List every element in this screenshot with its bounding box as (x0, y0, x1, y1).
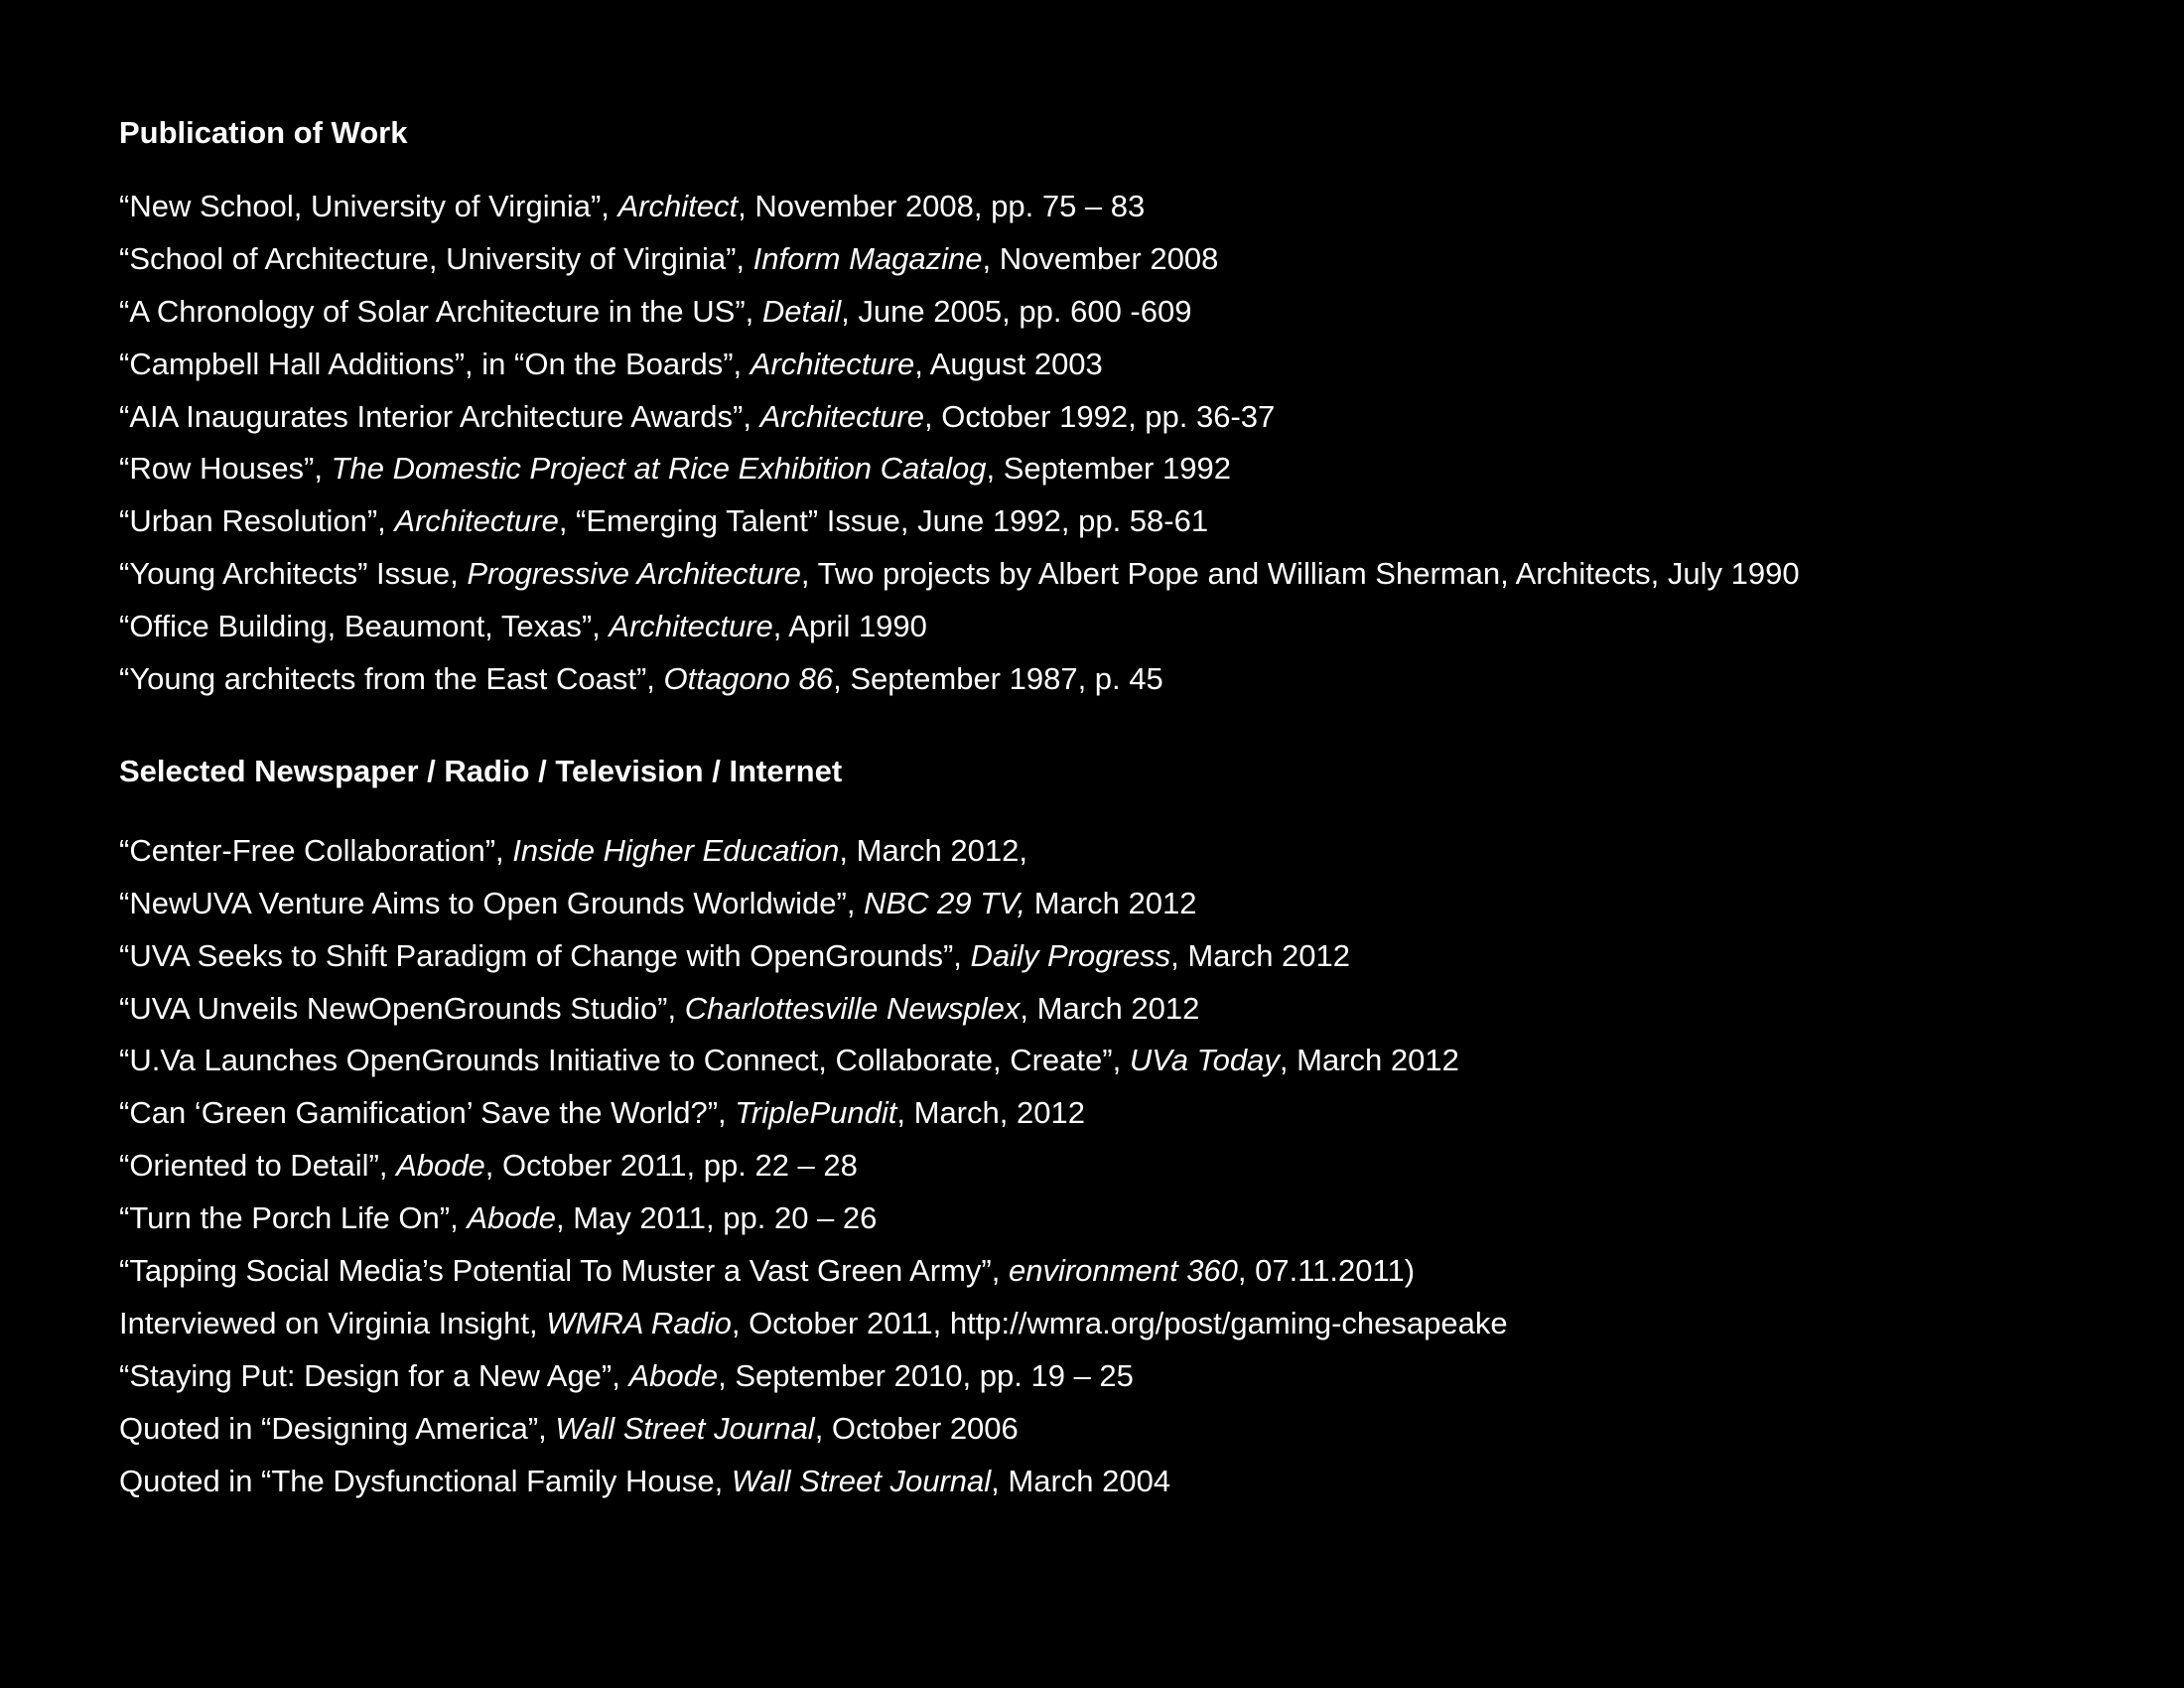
entry-details: , October 2011, pp. 22 – 28 (484, 1148, 858, 1184)
section-title: Selected Newspaper / Radio / Television / Internet (119, 753, 843, 788)
entry-title: “Tapping Social Media’s Potential To Muster a Vast Green Army”, (119, 1253, 1009, 1289)
entry-title: “Campbell Hall Additions”, in “On the Boards”, (119, 346, 751, 381)
list-item (119, 983, 2105, 1036)
entry-details: , September 2010, pp. 19 – 25 (718, 1357, 1134, 1393)
entry-source: Detail (761, 293, 842, 329)
entry-details: , October 2011, http://wmra.org/post/gaming-chesapeake (731, 1305, 1508, 1340)
section-title: Publication of Work (119, 115, 408, 150)
entry-title: “UVA Seeks to Shift Paradigm of Change with OpenGrounds”, (119, 937, 971, 973)
entry-source: TriplePundit (735, 1095, 897, 1131)
entry-title: Interviewed on Virginia Insight, (119, 1305, 547, 1340)
media-section (119, 748, 2105, 1508)
list-item (119, 1456, 2105, 1508)
entry-source: Architecture (759, 398, 924, 434)
entry-details: , May 2011, pp. 20 – 26 (555, 1200, 878, 1236)
media-list (119, 825, 2105, 1508)
entry-source: Architecture (750, 346, 915, 381)
list-item (119, 443, 2105, 495)
entry-details: , September 1987, p. 45 (833, 661, 1163, 697)
entry-details: March 2012 (1025, 885, 1197, 920)
entry-details: , March, 2012 (896, 1095, 1085, 1131)
list-item (119, 878, 2105, 930)
list-item (119, 1245, 2105, 1298)
entry-title: “Young Architects” Issue, (119, 556, 468, 592)
entry-source: NBC 29 TV, (864, 885, 1026, 920)
list-item (119, 286, 2105, 339)
entry-title: “Can ‘Green Gamification’ Save the World?”, (119, 1095, 736, 1131)
entry-title: “Oriented to Detail”, (119, 1148, 397, 1184)
entry-source: Ottagono 86 (663, 661, 834, 697)
entry-title: “Office Building, Beaumont, Texas”, (119, 609, 610, 644)
list-item (119, 548, 2105, 601)
entry-title: Quoted in “Designing America”, (119, 1410, 556, 1446)
entry-source: Charlottesville Newsplex (684, 990, 1021, 1026)
publications-list (119, 181, 2105, 706)
entry-source: WMRA Radio (546, 1305, 732, 1340)
list-item (119, 495, 2105, 548)
list-item (119, 930, 2105, 983)
entry-source: Daily Progress (970, 937, 1171, 973)
list-item (119, 653, 2105, 706)
entry-details: , March 2012, (839, 832, 1027, 868)
entry-title: “U.Va Launches OpenGrounds Initiative to Connect, Collaborate, Create”, (119, 1043, 1130, 1078)
list-item (119, 1298, 2105, 1350)
entry-details: , November 2008, pp. 75 – 83 (738, 189, 1146, 223)
list-item (119, 339, 2105, 391)
entry-title: Quoted in “The Dysfunctional Family House, (119, 1463, 732, 1498)
entry-source: Abode (467, 1200, 556, 1236)
document-page (119, 109, 2105, 1507)
entry-title: “A Chronology of Solar Architecture in the US”, (119, 293, 762, 329)
entry-title: “Young architects from the East Coast”, (119, 661, 664, 697)
entry-title: “School of Architecture, University of Virginia”, (119, 240, 753, 276)
list-item (119, 1350, 2105, 1403)
entry-source: Wall Street Journal (555, 1410, 815, 1446)
entry-details: , April 1990 (772, 609, 927, 644)
entry-details: , March 2012 (1020, 990, 1200, 1026)
entry-details: , October 1992, pp. 36-37 (924, 398, 1276, 434)
entry-source: Wall Street Journal (731, 1463, 992, 1498)
entry-title: “New School, University of Virginia”, (119, 189, 618, 223)
entry-title: “AIA Inaugurates Interior Architecture Awards”, (119, 398, 760, 434)
list-item (119, 825, 2105, 878)
entry-title: “Row Houses”, (119, 451, 332, 487)
entry-source: Abode (628, 1357, 719, 1393)
list-item (119, 1140, 2105, 1193)
entry-title: “NewUVA Venture Aims to Open Grounds Worldwide”, (119, 885, 865, 920)
entry-source: Architecture (609, 609, 773, 644)
entry-details: , 07.11.2011) (1237, 1253, 1416, 1289)
entry-title: “Urban Resolution”, (119, 503, 395, 539)
list-item (119, 233, 2105, 286)
entry-source: Abode (396, 1148, 485, 1184)
entry-source: The Domestic Project at Rice Exhibition Catalog (331, 451, 987, 487)
entry-details: , June 2005, pp. 600 -609 (841, 293, 1192, 329)
entry-source: Inform Magazine (752, 240, 983, 276)
list-item (119, 181, 2105, 233)
entry-details: , August 2003 (914, 346, 1103, 381)
entry-source: Architect (617, 189, 739, 223)
entry-source: Progressive Architecture (467, 556, 801, 592)
entry-details: , March 2012 (1279, 1043, 1459, 1078)
entry-details: , “Emerging Talent” Issue, June 1992, pp. 58-61 (558, 503, 1209, 539)
entry-title: “UVA Unveils NewOpenGrounds Studio”, (119, 990, 685, 1026)
list-item (119, 1087, 2105, 1140)
entry-details: , September 1992 (986, 451, 1231, 487)
list-item (119, 1403, 2105, 1456)
entry-details: , November 2008 (982, 240, 1219, 276)
entry-details: , October 2006 (814, 1410, 1019, 1446)
entry-source: environment 360 (1008, 1253, 1238, 1289)
entry-details: , Two projects by Albert Pope and William Sherman, Architects, July 1990 (800, 556, 1800, 592)
list-item (119, 391, 2105, 444)
entry-title: “Turn the Porch Life On”, (119, 1200, 468, 1236)
list-item (119, 601, 2105, 653)
entry-source: Architecture (394, 503, 559, 539)
entry-title: “Staying Put: Design for a New Age”, (119, 1357, 629, 1393)
entry-details: , March 2012 (1170, 937, 1351, 973)
entry-title: “Center-Free Collaboration”, (119, 832, 513, 868)
list-item (119, 1193, 2105, 1245)
entry-source: Inside Higher Education (512, 832, 840, 868)
entry-source: UVa Today (1129, 1043, 1280, 1078)
list-item (119, 1035, 2105, 1087)
entry-details: , March 2004 (991, 1463, 1171, 1498)
publications-section (119, 109, 2105, 706)
